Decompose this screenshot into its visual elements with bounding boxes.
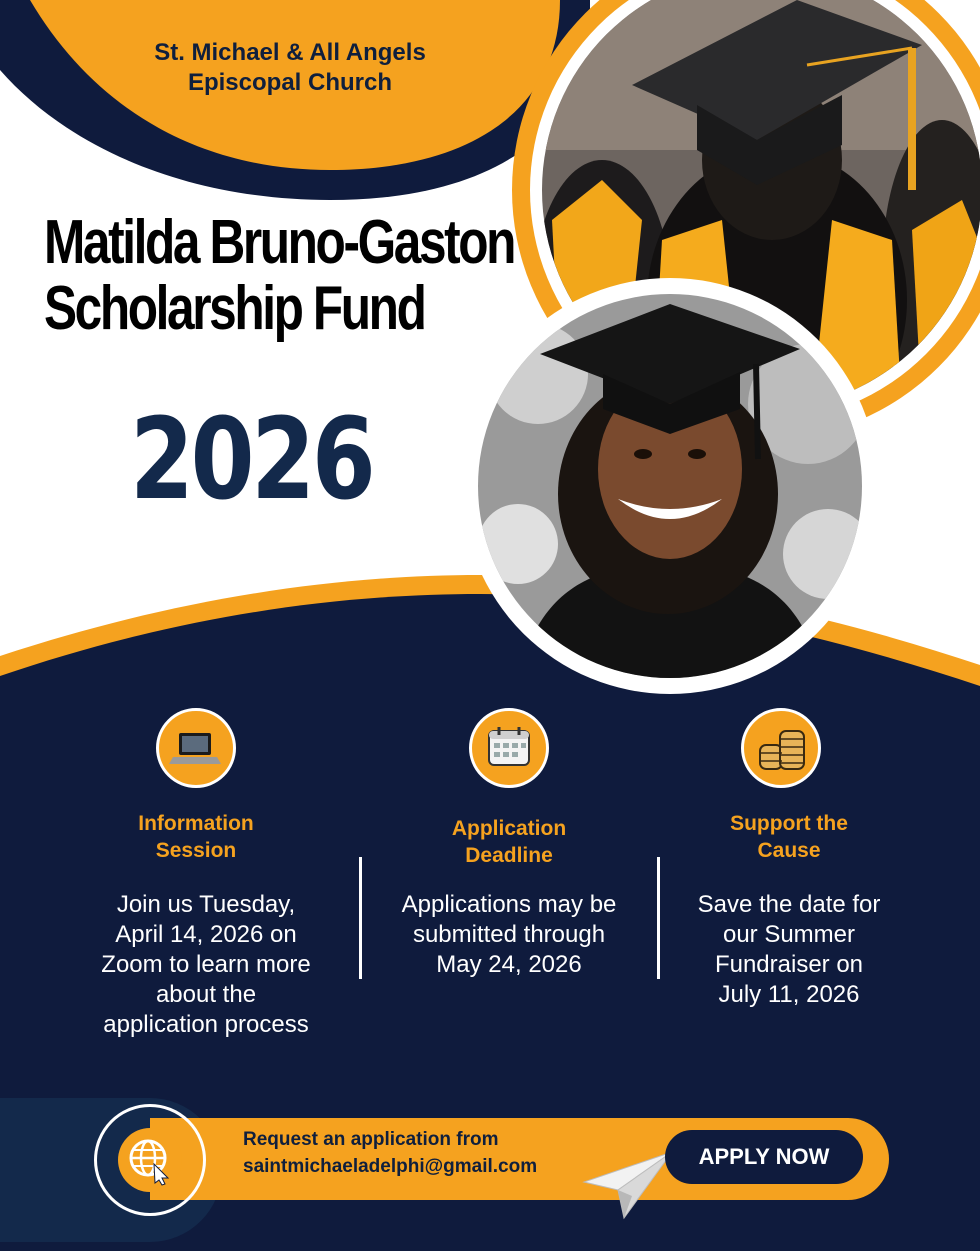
laptop-icon: [156, 708, 236, 788]
info-session-heading-line2: Session: [155, 839, 237, 862]
church-name-line2: Episcopal Church: [187, 69, 393, 96]
title-line2: Scholarship Fund: [44, 274, 425, 343]
deadline-heading: [409, 815, 609, 869]
info-session-text: [66, 890, 346, 1040]
deadline-text-line: May 24, 2026: [436, 951, 582, 978]
paper-plane-icon: [582, 1150, 678, 1222]
support-heading-line1: Support the: [730, 812, 848, 835]
deadline-text-line: Applications may be: [401, 891, 617, 918]
info-text-line: April 14, 2026 on: [115, 921, 297, 948]
cta-email[interactable]: saintmichaeladelphi@gmail.com: [243, 1156, 538, 1177]
deadline-text: [369, 890, 649, 980]
info-text-line: Join us Tuesday,: [116, 891, 296, 918]
info-text-line: Zoom to learn more: [101, 951, 311, 978]
support-text-line: Save the date for: [697, 891, 881, 918]
column-divider-2: [657, 857, 660, 979]
coins-icon: [741, 708, 821, 788]
church-name-line1: St. Michael & All Angels: [154, 39, 426, 66]
support-text-line: our Summer: [722, 921, 856, 948]
year: 2026: [130, 395, 373, 525]
apply-now-button[interactable]: APPLY NOW: [665, 1130, 863, 1184]
support-heading: [689, 810, 889, 864]
globe-icon[interactable]: [118, 1128, 182, 1192]
info-session-heading-line1: Information: [138, 812, 254, 835]
deadline-text-line: submitted through: [412, 921, 606, 948]
column-divider-1: [359, 857, 362, 979]
church-name: [110, 38, 470, 98]
info-text-line: application process: [103, 1011, 309, 1038]
graduate-portrait-photo: [478, 294, 862, 678]
info-text-line: about the: [155, 981, 257, 1008]
calendar-icon: [469, 708, 549, 788]
support-text-line: Fundraiser on: [714, 951, 864, 978]
support-text: [669, 890, 909, 1010]
support-heading-line2: Cause: [757, 839, 821, 862]
cta-request-text: Request an application from: [243, 1129, 499, 1150]
info-session-heading: [96, 810, 296, 864]
support-text-line: July 11, 2026: [718, 981, 860, 1008]
deadline-heading-line1: Application: [451, 817, 567, 840]
deadline-heading-line2: Deadline: [465, 844, 553, 867]
title-line1: Matilda Bruno-Gaston: [44, 208, 515, 277]
